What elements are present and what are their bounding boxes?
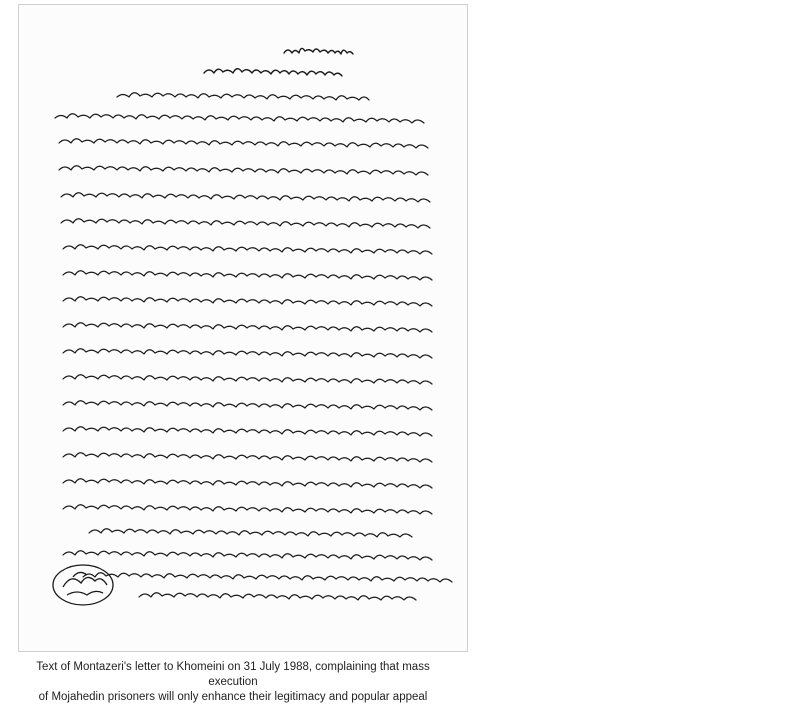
handwritten-letter [19,5,469,653]
letter-page [18,4,468,652]
letter-line [63,271,432,280]
letter-line [63,245,432,254]
figure-caption [18,660,448,705]
letter-line [63,323,432,332]
letter-line [61,193,430,202]
letter-line [63,349,432,358]
letter-line [59,166,428,175]
letter-line [63,505,432,514]
letter-line [89,529,412,537]
letter-line [63,479,432,488]
letter-line [55,114,424,123]
letter-line [63,427,432,436]
addressee-heading [204,69,342,76]
caption-line-1: Text of Montazeri's letter to Khomeini on 31 July 1988, complaining that mass execution [36,661,430,688]
date-line [139,593,416,600]
seal-stamp [53,565,113,605]
closing-line [83,573,452,582]
bismillah-heading [284,48,353,54]
closing-line [63,551,432,560]
caption-line-2: of Mojahedin prisoners will only enhance their legitimacy and popular appeal [38,691,428,703]
letter-line [61,219,430,228]
letter-line [117,93,369,100]
letter-line [63,297,432,306]
letter-line [63,375,432,384]
letter-line [59,139,428,148]
letter-line [63,401,432,410]
letter-line [63,453,432,462]
